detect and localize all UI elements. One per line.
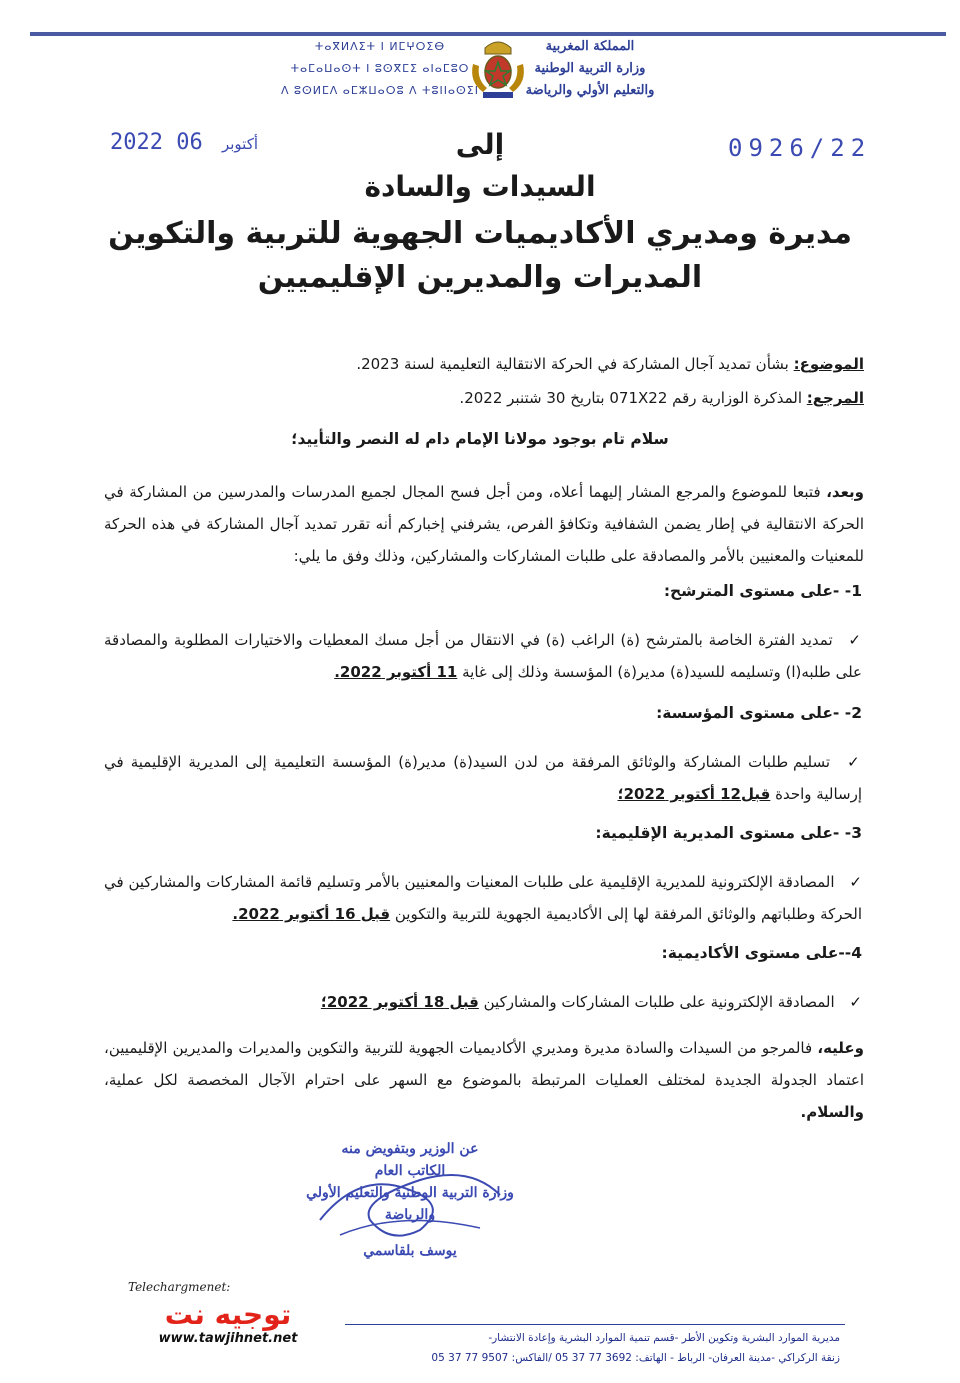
checkmark-icon: ✓ xyxy=(847,753,862,771)
addressee-to: إلى xyxy=(455,128,505,161)
date-stamp-day: 06 xyxy=(176,130,203,155)
closing-lead: وعليه، xyxy=(817,1039,864,1057)
section-title: 2- -على مستوى المؤسسة: xyxy=(656,704,862,722)
header-line: والتعليم الأولي والرياضة xyxy=(525,83,655,98)
handwritten-signature xyxy=(300,1150,520,1250)
moroccan-coat-of-arms-icon xyxy=(463,34,533,104)
reference-line xyxy=(104,382,864,414)
section-deadline: 11 أكتوبر 2022. xyxy=(334,663,458,681)
signature-line: وزارة التربية الوطنية والتعليم الأولي xyxy=(306,1185,514,1201)
reference-text: المذكرة الوزارية رقم 071X22 بتاريخ 30 شتنبر 2022. xyxy=(459,389,802,407)
intro-lead: وبعد، xyxy=(826,483,864,501)
signature-line: والرياضة xyxy=(384,1207,436,1223)
date-stamp-month: أكتوبر xyxy=(221,135,259,153)
intro-paragraph xyxy=(104,476,864,572)
header-line: ⵜⴰⴳⵍⴷⵉⵜ ⵏ ⵍⵎⵖⵔⵉⴱ xyxy=(314,40,446,53)
subject-line xyxy=(104,348,864,380)
footer-line: مديرية الموارد البشرية وتكوين الأطر -قسم تنمية الموارد البشرية وإعادة الانتشار- xyxy=(488,1332,840,1344)
date-stamp-year: 2022 xyxy=(110,130,163,155)
header-line: ⵜⴰⵎⴰⵡⴰⵙⵜ ⵏ ⵓⵙⴳⵎⵉ ⴰⵏⴰⵎⵓⵔ xyxy=(290,62,470,75)
ministry-header-tifinagh xyxy=(280,36,480,102)
signature-line: يوسف بلقاسمي xyxy=(363,1243,457,1259)
closing-text: فالمرجو من السيدات والسادة مديرة ومديري الأكاديميات الجهوية للتربية والتكوين والمديرات والمديرين الإقليميين، اعتماد الجدولة الجديدة لمختلف العمليات المرتبطة بالموضوع مع السهر على احترام الآجال المخصصة لكل عملية، xyxy=(104,1039,864,1089)
signature-line: الكاتب العام xyxy=(374,1163,446,1179)
section-text: تسليم طلبات المشاركة والوثائق المرفقة من لدن السيد(ة) مدير(ة) المؤسسة التعليمية إلى المديرية الإقليمية في إرسالية واحدة xyxy=(104,753,862,803)
signature-line: عن الوزير وبتفويض منه xyxy=(341,1141,479,1157)
section-title: 1- -على مستوى المترشح: xyxy=(663,582,862,600)
footer xyxy=(300,1328,840,1368)
subject-text: بشأن تمديد آجال المشاركة في الحركة الانتقالية التعليمية لسنة 2023. xyxy=(356,355,789,373)
section-item xyxy=(104,624,862,688)
subject-label: الموضوع: xyxy=(793,355,864,373)
header-line: المملكة المغربية xyxy=(545,39,635,54)
footer-line: زنقة الركراكي -مدينة العرفان- الرباط - الهاتف: 3692 77 37 05 /الفاكس: 9507 77 37 05 xyxy=(431,1352,840,1364)
section-text: تمديد الفترة الخاصة بالمترشح (ة) الراغب (ة) في الانتقال من أجل مسك المعطيات والاختيارات المطلوبة والمصادقة على طلبه(ا) وتسليمه للسيد(ة) مدير(ة) المؤسسة وذلك إلى غاية xyxy=(104,631,862,681)
section-deadline: قبل 18 أكتوبر 2022؛ xyxy=(320,993,479,1011)
footer-rule xyxy=(345,1324,845,1325)
section-deadline: قبل12 أكتوبر 2022؛ xyxy=(617,785,771,803)
section-text: المصادقة الإلكترونية على طلبات المشاركات والمشاركين xyxy=(483,993,835,1011)
section-title: 4--على مستوى الأكاديمية: xyxy=(661,944,862,962)
section-item xyxy=(104,746,862,810)
watermark-caption: Telechargmenet: xyxy=(128,1280,231,1294)
checkmark-icon: ✓ xyxy=(849,873,862,891)
section-deadline: قبل 16 أكتوبر 2022. xyxy=(232,905,391,923)
reference-number-stamp: 0926/22 xyxy=(728,134,872,162)
header-line: وزارة التربية الوطنية xyxy=(534,61,646,76)
section-item xyxy=(104,866,862,930)
section-text: المصادقة الإلكترونية للمديرية الإقليمية على طلبات المعنيات والمعنيين بالأمر وتسليم قائمة المشاركات والمشاركين في الحركة وطلباتهم والوثائق المرفقة لها إلى الأكاديمية الجهوية للتربية والتكوين xyxy=(104,873,862,923)
tawjihnet-watermark xyxy=(128,1280,328,1346)
closing-paragraph xyxy=(104,1032,864,1128)
section-item xyxy=(104,986,862,1018)
checkmark-icon: ✓ xyxy=(848,631,862,649)
watermark-logo: توجيه نت xyxy=(164,1298,292,1331)
intro-text: فتبعا للموضوع والمرجع المشار إليهما أعلاه، ومن أجل فسح المجال لجميع المدرسات والمدرسين من المشاركة في الحركة الانتقالية في إطار يضمن الشفافية وتكافؤ الفرص، يشرفني إخباركم أنه تقرر تمديد آجال المشاركة في هذه الحركة للمعنيات والمعنيين بالأمر والمصادقة على طلبات المشاركات والمشاركين، وذلك وفق ما يلي: xyxy=(104,483,864,565)
greeting: سلام تام بوجود مولانا الإمام دام له النصر والتأييد؛ xyxy=(291,430,669,448)
closing-end: والسلام. xyxy=(800,1103,864,1121)
addressee-line: المديرات والمديرين الإقليميين xyxy=(257,260,703,295)
header-line: ⴷ ⵓⵙⵍⵎⴷ ⴰⵎⵣⵡⴰⵔⵓ ⴷ ⵜⵓⵏⵏⴰⵙⵉⵏ xyxy=(280,84,480,97)
addressee-line: السيدات والسادة xyxy=(364,170,596,203)
watermark-url: www.tawjihnet.net xyxy=(158,1331,298,1346)
checkmark-icon: ✓ xyxy=(849,993,862,1011)
reference-label: المرجع: xyxy=(806,389,864,407)
section-title: 3- -على مستوى المديرية الإقليمية: xyxy=(595,824,862,842)
addressee-line: مديرة ومديري الأكاديميات الجهوية للتربية والتكوين xyxy=(108,216,852,251)
